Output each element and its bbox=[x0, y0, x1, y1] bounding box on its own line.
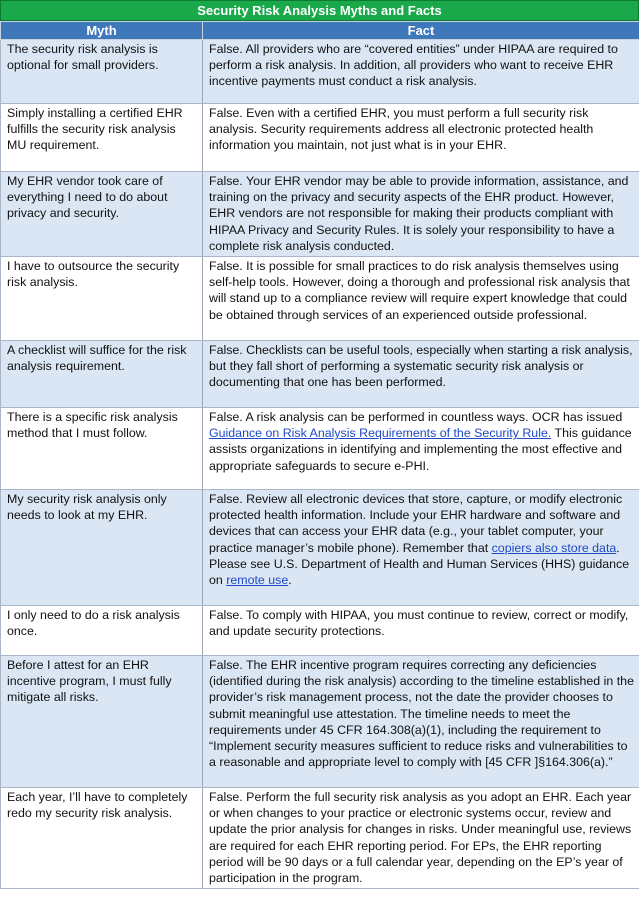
myth-cell: Before I attest for an EHR incentive program, I must fully mitigate all risks. bbox=[1, 656, 203, 788]
fact-text: This guidance assists organizations in identifying and implementing the most effective and appropriate safeguards to secure e-PHI. bbox=[209, 426, 632, 473]
table-row bbox=[1, 104, 639, 172]
fact-text: False. Review all electronic devices that store, capture, or modify electronic protected health information. Include your EHR hardware and software and devices that can access your EHR data (e.g., your tablet computer, your practice manager’s mobile phone). Remember that bbox=[209, 492, 623, 555]
table-row bbox=[1, 656, 639, 788]
table-row bbox=[1, 606, 639, 656]
fact-cell bbox=[203, 490, 639, 606]
fact-cell: False. Perform the full security risk analysis as you adopt an EHR. Each year or when changes to your practice or electronic systems occur, review and update the prior analysis for changes in risks. Under meaningful use, reviews are required for each EHR reporting period. For EPs, the EHR reporting period will be 90 days or a full calendar year, depending on the EP’s year of participation in the program. bbox=[203, 788, 639, 889]
table-row bbox=[1, 341, 639, 408]
table-row bbox=[1, 490, 639, 606]
myth-cell: My security risk analysis only needs to look at my EHR. bbox=[1, 490, 203, 606]
fact-cell: False. Your EHR vendor may be able to provide information, assistance, and training on the privacy and security aspects of the EHR product. However, EHR vendors are not responsible for making their products compliant with HIPAA Privacy and Security Rules. It is solely your responsibility to have a complete risk analysis conducted. bbox=[203, 172, 639, 257]
myths-facts-table bbox=[0, 21, 639, 889]
myth-cell: The security risk analysis is optional for small providers. bbox=[1, 40, 203, 104]
copiers-store-data-link[interactable]: copiers also store data bbox=[491, 540, 617, 555]
myth-cell: A checklist will suffice for the risk analysis requirement. bbox=[1, 341, 203, 408]
table-row bbox=[1, 40, 639, 104]
fact-cell: False. All providers who are “covered entities” under HIPAA are required to perform a risk analysis. In addition, all providers who want to receive EHR incentive payments must conduct a risk analysis. bbox=[203, 40, 639, 104]
myth-cell: My EHR vendor took care of everything I need to do about privacy and security. bbox=[1, 172, 203, 257]
myth-cell: Each year, I’ll have to completely redo my security risk analysis. bbox=[1, 788, 203, 889]
fact-column-header: Fact bbox=[203, 22, 639, 40]
table-row bbox=[1, 172, 639, 257]
fact-cell bbox=[203, 408, 639, 490]
fact-text: . bbox=[288, 573, 292, 588]
table-row bbox=[1, 257, 639, 341]
myth-cell: I only need to do a risk analysis once. bbox=[1, 606, 203, 656]
remote-use-link[interactable]: remote use bbox=[226, 573, 289, 588]
fact-cell: False. Checklists can be useful tools, especially when starting a risk analysis, but they fall short of performing a systematic security risk analysis or documenting that one has been performed. bbox=[203, 341, 639, 408]
fact-cell: False. To comply with HIPAA, you must continue to review, correct or modify, and update security protections. bbox=[203, 606, 639, 656]
fact-cell: False. The EHR incentive program requires correcting any deficiencies (identified during the risk analysis) according to the timeline established in the provider’s risk management process, not the date the provider chooses to submit meaningful use attestation. The timeline needs to meet the requirements under 45 CFR 164.308(a)(1), including the requirement to “Implement security measures sufficient to reduce risks and vulnerabilities to a reasonable and appropriate level to comply with [45 CFR ]§164.306(a).” bbox=[203, 656, 639, 788]
fact-text: . Please see U.S. Department of Health and Human Services (HHS) guidance on bbox=[209, 540, 630, 588]
table-row bbox=[1, 788, 639, 889]
table-title: Security Risk Analysis Myths and Facts bbox=[0, 0, 639, 21]
fact-cell: False. It is possible for small practices to do risk analysis themselves using self-help tools. However, doing a thorough and professional risk analysis that will stand up to a compliance review will require expert knowledge that could be obtained through services of an experienced outside professional. bbox=[203, 257, 639, 341]
myth-cell: There is a specific risk analysis method that I must follow. bbox=[1, 408, 203, 490]
myth-column-header: Myth bbox=[1, 22, 203, 40]
header-row bbox=[1, 22, 639, 40]
myth-cell: Simply installing a certified EHR fulfills the security risk analysis MU requirement. bbox=[1, 104, 203, 172]
myth-cell: I have to outsource the security risk analysis. bbox=[1, 257, 203, 341]
fact-text: False. A risk analysis can be performed in countless ways. OCR has issued bbox=[209, 410, 623, 425]
fact-cell: False. Even with a certified EHR, you must perform a full security risk analysis. Security requirements address all electronic protected health information you maintain, not just what is in your EHR. bbox=[203, 104, 639, 172]
table-row bbox=[1, 408, 639, 490]
risk-analysis-guidance-link[interactable]: Guidance on Risk Analysis Requirements of the Security Rule. bbox=[209, 426, 552, 441]
